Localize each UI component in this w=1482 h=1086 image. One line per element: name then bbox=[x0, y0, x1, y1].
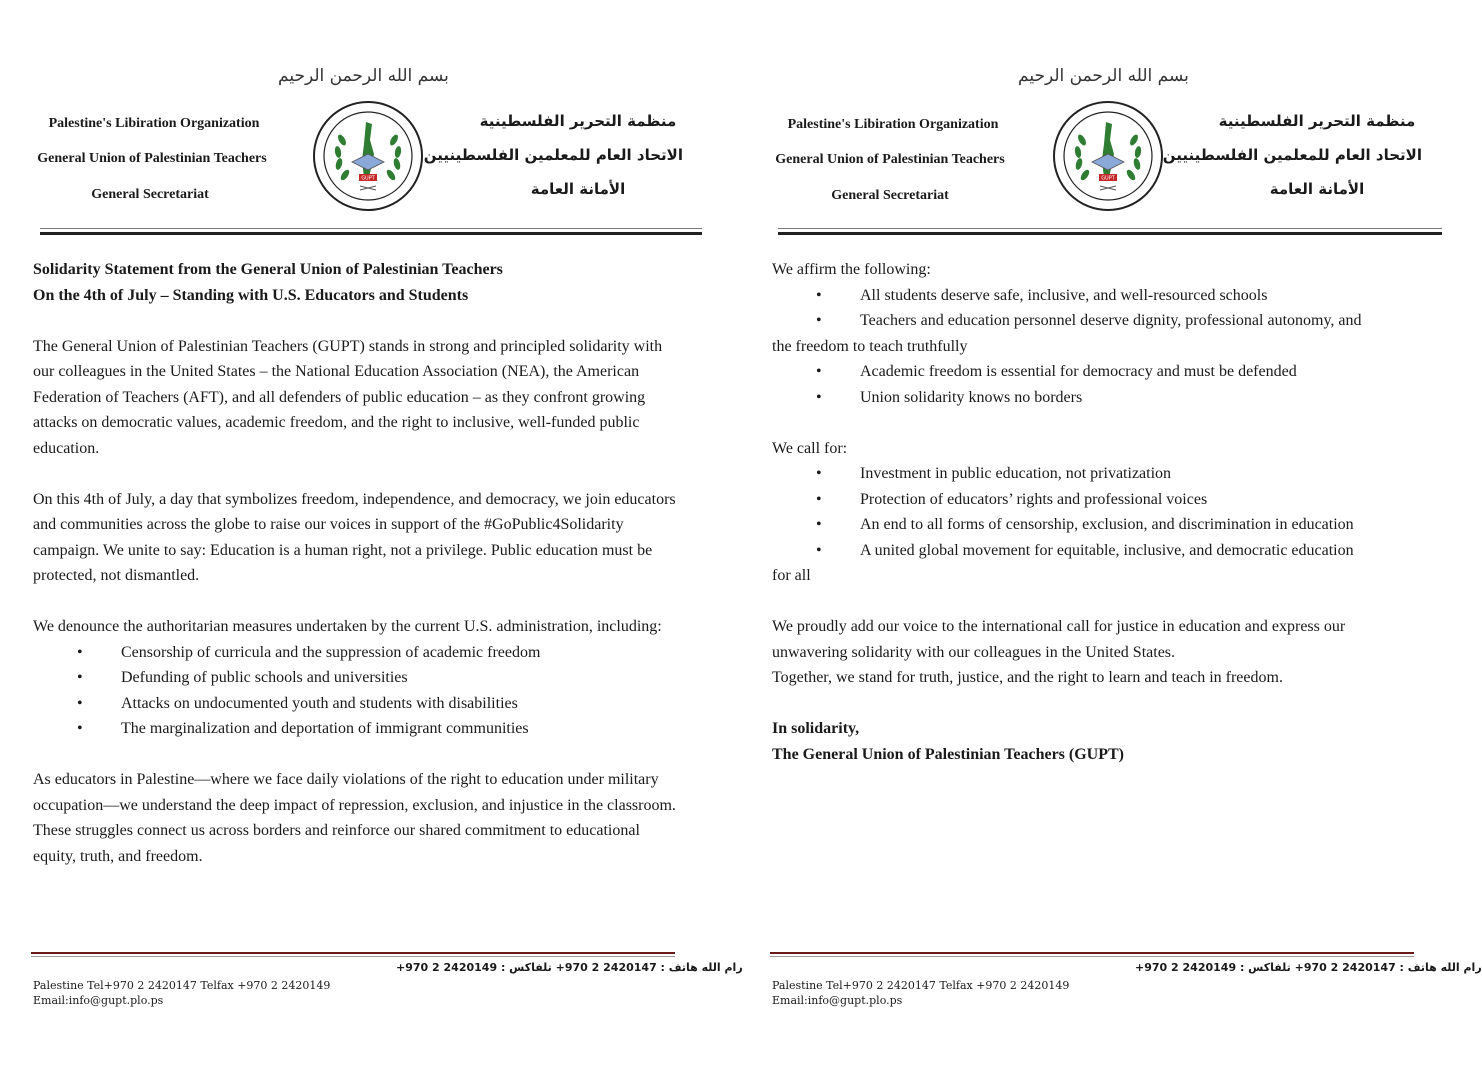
org-name-ar: منظمة التحرير الفلسطينية bbox=[479, 112, 677, 130]
letter-body-page-2 bbox=[772, 257, 1422, 767]
list-item: • A united global movement for equitable, inclusive, and democratic education bbox=[772, 538, 1422, 564]
gupt-seal-logo bbox=[312, 100, 424, 212]
call-list bbox=[772, 461, 1422, 563]
signoff: In solidarity, bbox=[772, 720, 860, 737]
basmala-calligraphy: بسم الله الرحمن الرحيم bbox=[1018, 66, 1189, 86]
secretariat-ar: الأمانة العامة bbox=[1269, 180, 1365, 198]
letter-body-page-1 bbox=[33, 257, 683, 869]
list-item: • Protection of educators’ rights and professional voices bbox=[772, 487, 1422, 513]
footer-email: Email:info@gupt.plo.ps bbox=[772, 994, 903, 1007]
footer-arabic-contact: رام الله هاتف : 2420147 2 970+ تلفاكس : 2420149 2 970+ bbox=[1135, 961, 1482, 974]
union-name-ar: الاتحاد العام للمعلمين الفلسطينيين bbox=[423, 146, 683, 164]
list-item: • All students deserve safe, inclusive, and well-resourced schools bbox=[772, 283, 1422, 309]
closing-paragraph: We proudly add our voice to the international call for justice in education and express our unwavering solidarity with our colleagues in the United States. bbox=[772, 618, 1346, 661]
closing-line: Together, we stand for truth, justice, and the right to learn and teach in freedom. bbox=[772, 669, 1283, 686]
call-intro: We call for: bbox=[772, 439, 848, 457]
footer-phone: Palestine Tel+970 2 2420147 Telfax +970 2 2420149 bbox=[772, 979, 1070, 992]
footer-rule bbox=[770, 952, 1414, 954]
list-item: • Academic freedom is essential for democracy and must be defended bbox=[772, 359, 1422, 385]
header-rule-thin bbox=[778, 228, 1442, 229]
list-item: • The marginalization and deportation of immigrant communities bbox=[33, 716, 683, 742]
union-name-en: General Union of Palestinian Teachers bbox=[37, 151, 267, 166]
signature: The General Union of Palestinian Teachers (GUPT) bbox=[772, 745, 1124, 763]
footer-arabic-contact: رام الله هاتف : 2420147 2 970+ تلفاكس : 2420149 2 970+ bbox=[396, 961, 743, 974]
union-name-ar: الاتحاد العام للمعلمين الفلسطينيين bbox=[1162, 146, 1422, 164]
svg-text:GUPT: GUPT bbox=[361, 175, 375, 182]
call-wrap-text: for all bbox=[772, 567, 811, 584]
footer-rule bbox=[31, 952, 675, 954]
list-item: • Attacks on undocumented youth and students with disabilities bbox=[33, 691, 683, 717]
org-name-en: Palestine's Libiration Organization bbox=[48, 116, 260, 131]
secretariat-en: General Secretariat bbox=[91, 187, 209, 202]
paragraph-3: We denounce the authoritarian measures undertaken by the current U.S. administration, including: bbox=[33, 618, 662, 635]
paragraph-2: On this 4th of July, a day that symbolizes freedom, independence, and democracy, we join educators and communities across the globe to raise our voices in support of the #GoPublic4Solidarity campaign. We unite to say: Education is a human right, not a privilege. Public education must be protected, not dismantled. bbox=[33, 490, 676, 584]
basmala-calligraphy: بسم الله الرحمن الرحيم bbox=[278, 66, 449, 86]
affirm-list bbox=[772, 283, 1422, 334]
list-item: • An end to all forms of censorship, exclusion, and discrimination in education bbox=[772, 512, 1422, 538]
affirm-list-continued bbox=[772, 359, 1422, 410]
denounce-list bbox=[33, 640, 683, 742]
org-name-en: Palestine's Libiration Organization bbox=[787, 117, 999, 132]
secretariat-en: General Secretariat bbox=[831, 188, 949, 203]
header-rule-thin bbox=[40, 228, 702, 229]
list-item: • Union solidarity knows no borders bbox=[772, 385, 1422, 411]
footer-rule-thin bbox=[31, 956, 675, 957]
affirm-wrap-text: the freedom to teach truthfully bbox=[772, 337, 968, 355]
header-rule bbox=[778, 232, 1442, 235]
footer-rule-thin bbox=[770, 956, 1414, 957]
paragraph-4: As educators in Palestine—where we face daily violations of the right to education under military occupation—we understand the deep impact of repression, exclusion, and injustice in the classroom. These struggles connect us across borders and reinforce our shared commitment to educational equity, truth, and freedom. bbox=[33, 771, 676, 865]
list-item: • Teachers and education personnel deserve dignity, professional autonomy, and bbox=[772, 308, 1422, 334]
secretariat-ar: الأمانة العامة bbox=[530, 180, 626, 198]
footer-contact bbox=[33, 978, 330, 1008]
svg-text:GUPT: GUPT bbox=[1101, 175, 1115, 182]
list-item: • Investment in public education, not privatization bbox=[772, 461, 1422, 487]
list-item: • Defunding of public schools and universities bbox=[33, 665, 683, 691]
footer-email: Email:info@gupt.plo.ps bbox=[33, 994, 164, 1007]
footer-phone: Palestine Tel+970 2 2420147 Telfax +970 2 2420149 bbox=[33, 979, 331, 992]
statement-subtitle: On the 4th of July – Standing with U.S. Educators and Students bbox=[33, 286, 469, 304]
list-item: • Censorship of curricula and the suppression of academic freedom bbox=[33, 640, 683, 666]
statement-title: Solidarity Statement from the General Union of Palestinian Teachers bbox=[33, 261, 503, 278]
affirm-intro: We affirm the following: bbox=[772, 261, 931, 278]
org-name-ar: منظمة التحرير الفلسطينية bbox=[1218, 112, 1416, 130]
header-rule bbox=[40, 232, 702, 235]
footer-contact bbox=[772, 978, 1069, 1008]
letter-page-2 bbox=[740, 0, 1482, 1086]
union-name-en: General Union of Palestinian Teachers bbox=[775, 152, 1005, 167]
gupt-seal-logo bbox=[1052, 100, 1164, 212]
paragraph-1: The General Union of Palestinian Teachers (GUPT) stands in strong and principled solidarity with our colleagues in the United States – the National Education Association (NEA), the American Federation of Teachers (AFT), and all defenders of public education – as they confront growing attacks on democratic values, academic freedom, and the right to inclusive, well-funded public education. bbox=[33, 337, 663, 457]
